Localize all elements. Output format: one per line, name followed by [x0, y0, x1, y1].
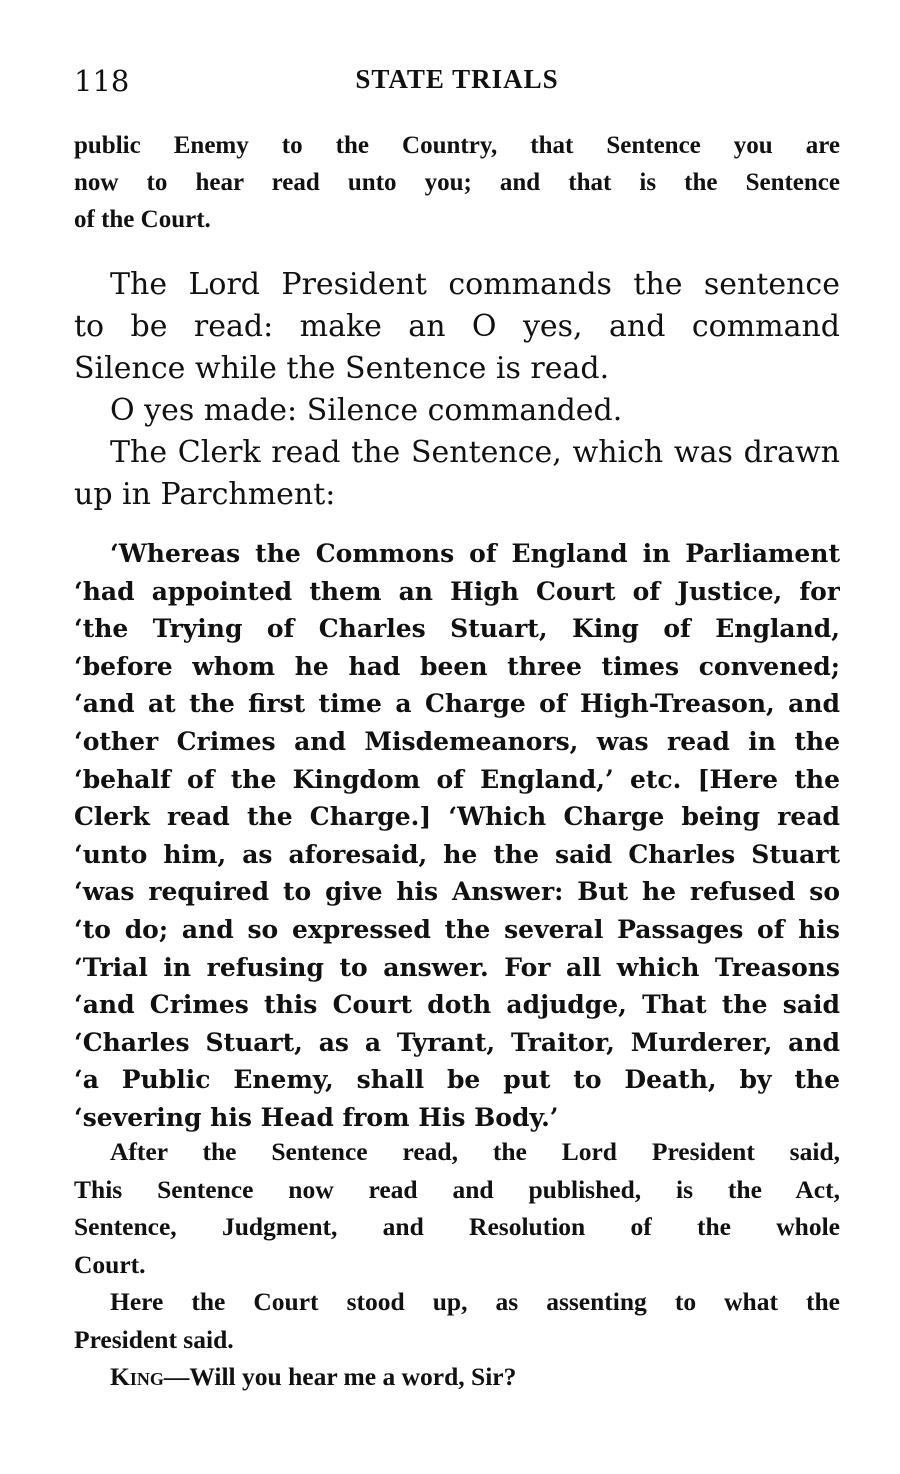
sentence-quotation [74, 535, 840, 1137]
proclamation-paragraph [74, 264, 840, 516]
speech-text: —Will you hear me a word, Sir? [163, 1362, 517, 1391]
text-line: President said. [74, 1324, 234, 1354]
text-line: Silence while the Sentence is read. [74, 351, 610, 386]
text-line: Sentence, Judgment, and Resolution of the whole [74, 1212, 840, 1241]
text-line: ‘other Crimes and Misdemeanors, was read in the [74, 726, 840, 756]
text-line: ‘had appointed them an High Court of Justice, for [74, 576, 840, 606]
text-line: ‘a Public Enemy, shall be put to Death, by the [74, 1065, 840, 1095]
text-line: After the Sentence read, the Lord President said, [110, 1137, 840, 1166]
text-line: Here the Court stood up, as assenting to what the [110, 1287, 840, 1316]
page-number: 118 [74, 64, 130, 98]
text-line: The Lord President commands the sentence [110, 267, 840, 302]
text-line: ‘to do; and so expressed the several Passages of his [74, 914, 840, 944]
text-line: ‘the Trying of Charles Stuart, King of England, [74, 614, 840, 644]
text-line: ‘unto him, as aforesaid, he the said Charles Stuart [74, 839, 840, 869]
running-title: STATE TRIALS [355, 64, 559, 94]
king-speech-line [74, 1358, 840, 1396]
text-line: of the Court. [74, 206, 211, 233]
text-line: ‘was required to give his Answer: But he refused so [74, 877, 840, 907]
text-line: up in Parchment: [74, 477, 336, 512]
text-line: to be read: make an O yes, and command [74, 309, 840, 344]
text-line: ‘behalf of the Kingdom of England,’ etc. [Here the [74, 764, 840, 794]
text-line: ‘Whereas the Commons of England in Parliament [110, 539, 840, 568]
speaker-name: King [110, 1362, 164, 1391]
running-head [74, 64, 840, 104]
intro-paragraph [74, 127, 840, 238]
text-line: ‘before whom he had been three times convened; [74, 651, 840, 681]
text-line: public Enemy to the Country, that Sentence you are [74, 132, 840, 159]
text-line: O yes made: Silence commanded. [110, 393, 623, 428]
text-line: ‘and at the first time a Charge of High-Treason, and [74, 689, 840, 719]
closing-paragraphs [74, 1133, 840, 1396]
text-line: This Sentence now read and published, is the Act, [74, 1174, 840, 1204]
text-line: ‘Trial in refusing to answer. For all which Treasons [74, 952, 840, 982]
text-line: ‘Charles Stuart, as a Tyrant, Traitor, Murderer, and [74, 1027, 840, 1057]
text-line: ‘and Crimes this Court doth adjudge, That the said [74, 990, 840, 1020]
text-line: The Clerk read the Sentence, which was drawn [110, 435, 840, 470]
text-line: Clerk read the Charge.] ‘Which Charge being read [74, 802, 840, 832]
text-line: Court. [74, 1249, 146, 1279]
text-line: ‘severing his Head from His Body.’ [74, 1102, 559, 1132]
text-line: now to hear read unto you; and that is the Sentence [74, 169, 840, 196]
